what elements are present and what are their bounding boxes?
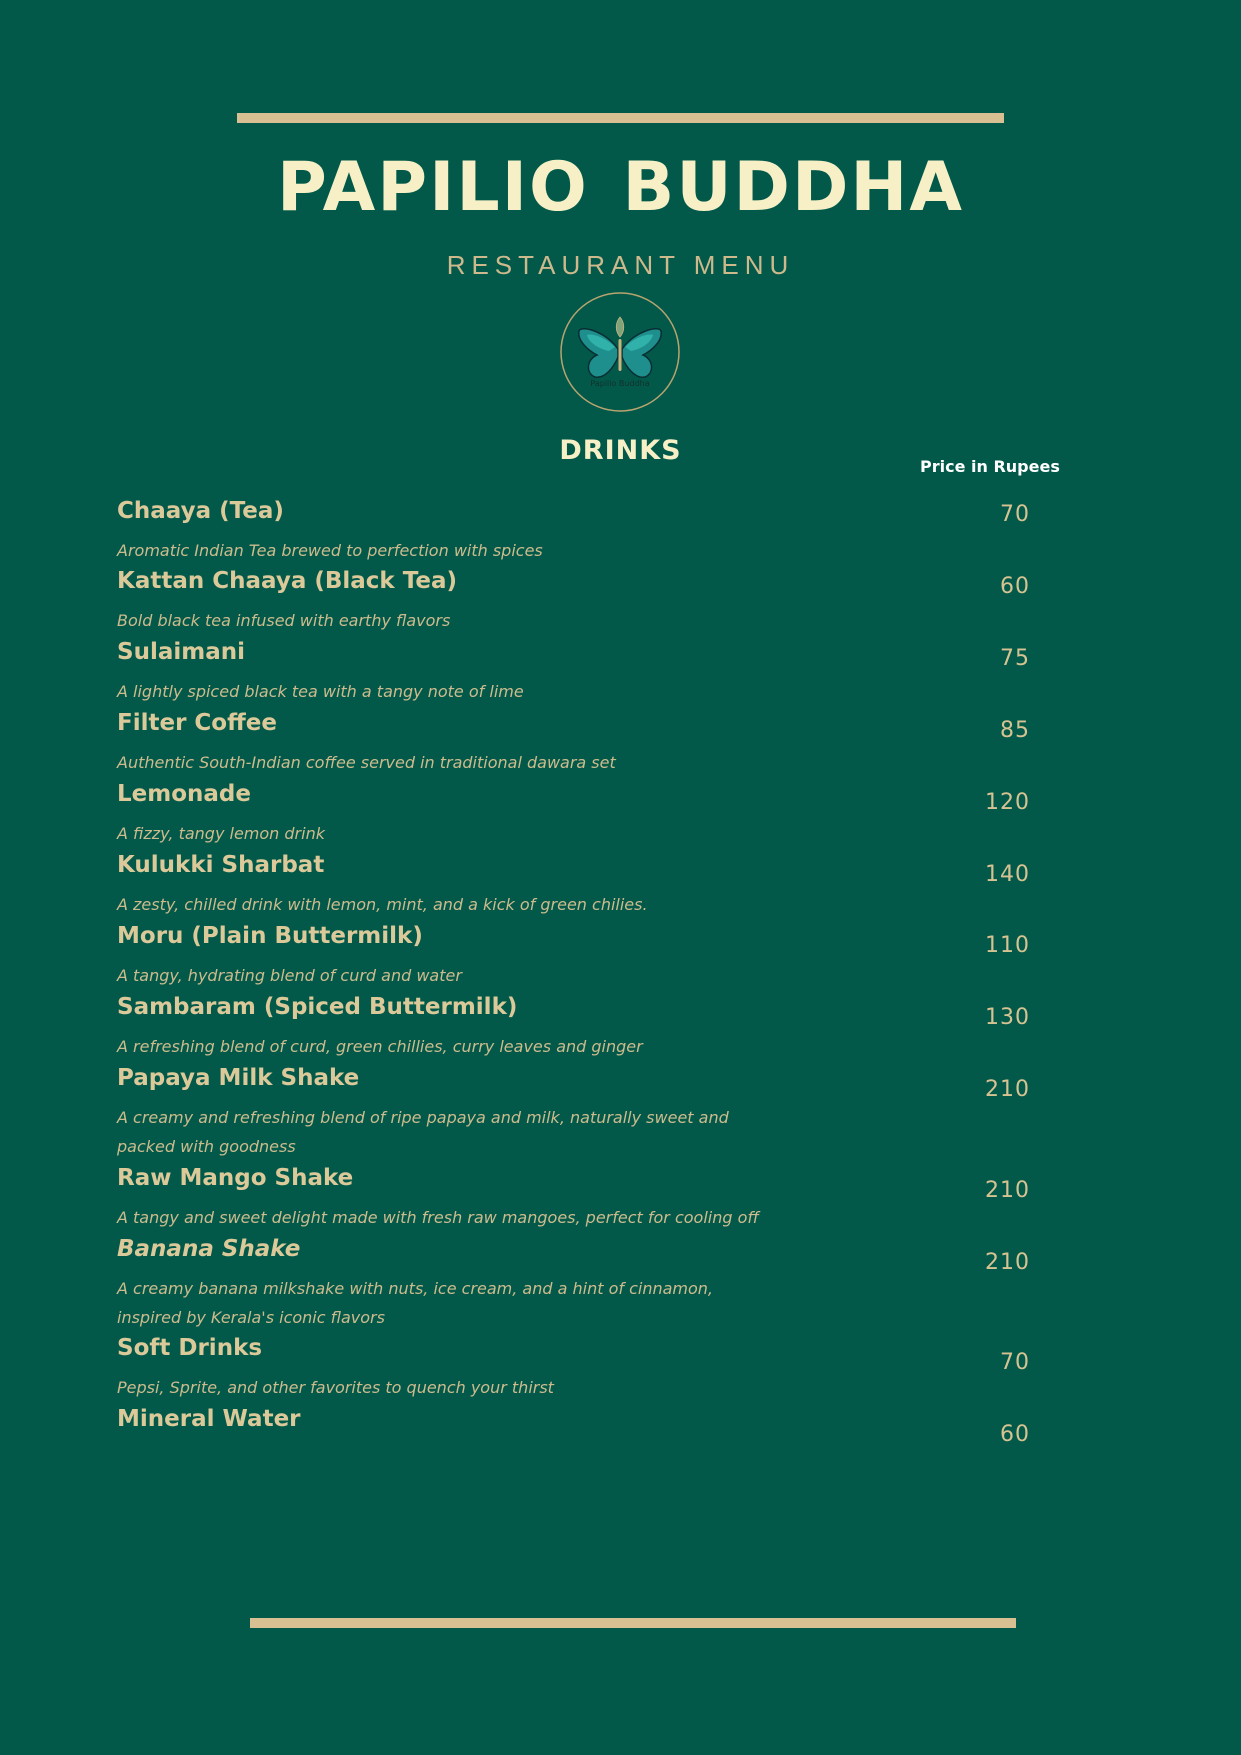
item-description: Authentic South-Indian coffee served in traditional dawara set: [117, 753, 616, 772]
item-price: 60: [1000, 574, 1030, 599]
item-price: 120: [985, 790, 1030, 815]
item-name: Soft Drinks: [117, 1335, 263, 1361]
item-description: A tangy, hydrating blend of curd and water: [117, 966, 462, 985]
item-price: 60: [1000, 1422, 1030, 1447]
item-description: A fizzy, tangy lemon drink: [117, 824, 325, 843]
restaurant-title: PAPILIO BUDDHA: [277, 148, 964, 227]
item-name: Papaya Milk Shake: [117, 1065, 360, 1091]
item-name: Sulaimani: [117, 639, 245, 665]
item-name: Chaaya (Tea): [117, 498, 284, 524]
item-price: 75: [1000, 646, 1030, 671]
item-price: 210: [985, 1077, 1030, 1102]
item-name: Mineral Water: [117, 1406, 301, 1432]
item-description: Pepsi, Sprite, and other favorites to quench your thirst: [117, 1378, 554, 1397]
item-price: 130: [985, 1005, 1030, 1030]
item-price: 210: [985, 1178, 1030, 1203]
item-description: A refreshing blend of curd, green chillies, curry leaves and ginger: [117, 1037, 643, 1056]
butterfly-logo-icon: [559, 291, 681, 413]
item-description: A tangy and sweet delight made with fresh raw mangoes, perfect for cooling off: [117, 1208, 759, 1227]
item-description: Aromatic Indian Tea brewed to perfection with spices: [117, 541, 543, 560]
item-price: 140: [985, 862, 1030, 887]
top-divider-bar: [237, 113, 1004, 123]
bottom-divider-bar: [250, 1618, 1016, 1628]
item-price: 210: [985, 1250, 1030, 1275]
item-name: Kulukki Sharbat: [117, 852, 325, 878]
item-price: 70: [1000, 502, 1030, 527]
item-name: Filter Coffee: [117, 710, 277, 736]
logo-caption: Papilio Buddha: [590, 379, 650, 388]
item-name: Moru (Plain Buttermilk): [117, 923, 423, 949]
item-name: Lemonade: [117, 781, 251, 807]
price-unit-note: Price in Rupees: [920, 457, 1060, 476]
item-description: A zesty, chilled drink with lemon, mint, and a kick of green chilies.: [117, 895, 648, 914]
item-name: Kattan Chaaya (Black Tea): [117, 568, 457, 594]
section-title-drinks: DRINKS: [559, 435, 682, 466]
item-name: Banana Shake: [117, 1236, 301, 1262]
item-description: Bold black tea infused with earthy flavors: [117, 611, 451, 630]
item-price: 110: [985, 933, 1030, 958]
item-description: A creamy and refreshing blend of ripe papaya and milk, naturally sweet and packed with goodness: [117, 1108, 729, 1156]
butterfly-logo: [559, 291, 681, 413]
item-name: Sambaram (Spiced Buttermilk): [117, 994, 518, 1020]
item-price: 85: [1000, 718, 1030, 743]
item-price: 70: [1000, 1350, 1030, 1375]
item-description: A lightly spiced black tea with a tangy note of lime: [117, 682, 524, 701]
item-name: Raw Mango Shake: [117, 1165, 354, 1191]
item-description: A creamy banana milkshake with nuts, ice cream, and a hint of cinnamon, inspired by Kerala's iconic flavors: [117, 1279, 713, 1327]
menu-subtitle: RESTAURANT MENU: [446, 250, 795, 280]
